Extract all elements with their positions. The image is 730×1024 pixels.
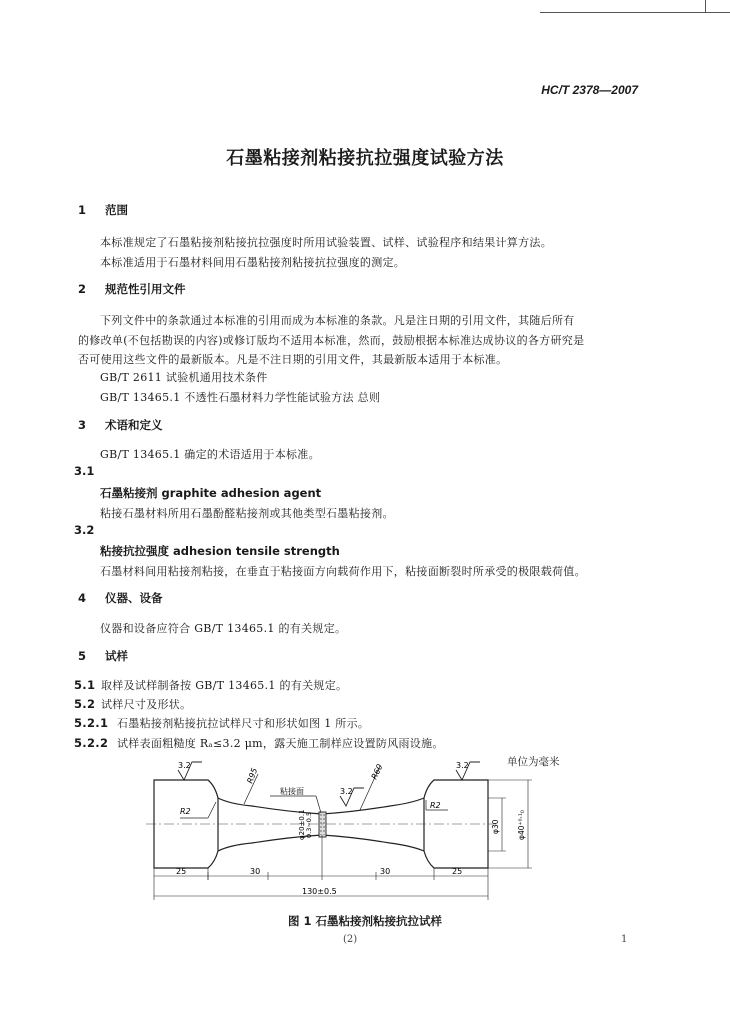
roughness-right-label: 3.2 bbox=[456, 761, 469, 770]
dim-30-right: 30 bbox=[380, 867, 391, 876]
clause-5-2-2: 5.2.2 试样表面粗糙度 Rₐ≤3.2 μm，露天施工制样应设置防风雨设施。 bbox=[74, 736, 444, 750]
section-2-para-line-1: 下列文件中的条款通过本标准的引用而成为本标准的条款。凡是注日期的引用文件，其随后所有 bbox=[100, 314, 575, 327]
clause-5-2-1: 5.2.1 石墨粘接剂粘接抗拉试样尺寸和形状如图 1 所示。 bbox=[74, 716, 370, 730]
clause-5-1: 5.1 取样及试样制备按 GB/T 13465.1 的有关规定。 bbox=[74, 678, 348, 692]
figure-caption: 图 1 石墨粘接剂粘接抗拉试样 bbox=[287, 914, 442, 928]
section-3-heading: 3 术语和定义 bbox=[78, 418, 163, 432]
reference-gb-t-2611: GB/T 2611 试验机通用技术条件 bbox=[100, 371, 268, 384]
shoulder-diameter-label: φ30 bbox=[491, 819, 500, 834]
section-1-heading: 1 范围 bbox=[78, 203, 128, 217]
top-rule-tick bbox=[705, 0, 706, 12]
page-title: 石墨粘接剂粘接抗拉强度试验方法 bbox=[226, 148, 504, 169]
clause-3-2-number: 3.2 bbox=[74, 523, 95, 537]
term-3-1: 石墨粘接剂 graphite adhesion agent bbox=[100, 486, 322, 500]
figure-unit-label: 单位为毫米 bbox=[507, 756, 560, 768]
neck-diameter-label: φ20±0.1 bbox=[298, 809, 306, 840]
definition-3-2: 石墨材料间用粘接剂粘接，在垂直于粘接面方向载荷作用下，粘接面断裂时所承受的极限载荷值。 bbox=[100, 565, 586, 578]
section-4-para: 仪器和设备应符合 GB/T 13465.1 的有关规定。 bbox=[100, 622, 347, 635]
section-1-para-1: 本标准规定了石墨粘接剂粘接抗拉强度时所用试验装置、试样、试验程序和结果计算方法。 bbox=[100, 236, 552, 249]
term-3-2: 粘接抗拉强度 adhesion tensile strength bbox=[100, 544, 340, 558]
clause-5-2: 5.2 试样尺寸及形状。 bbox=[74, 697, 192, 711]
footer-center-mark: (2) bbox=[343, 934, 358, 945]
section-5-heading: 5 试样 bbox=[78, 649, 128, 663]
top-rule bbox=[540, 12, 730, 13]
definition-3-1: 粘接石墨材料所用石墨酚醛粘接剂或其他类型石墨粘接剂。 bbox=[100, 507, 394, 520]
dim-30-left: 30 bbox=[250, 867, 261, 876]
radius-r2-right-label: R2 bbox=[430, 801, 441, 810]
roughness-left-label: 3.2 bbox=[178, 761, 191, 770]
bond-gap-label: 0.3~0.5 bbox=[305, 811, 313, 838]
standard-number: HC/T 2378—2007 bbox=[541, 83, 638, 97]
section-2-heading: 2 规范性引用文件 bbox=[78, 282, 186, 296]
specimen-drawing bbox=[140, 756, 560, 906]
dim-25-left: 25 bbox=[176, 867, 187, 876]
section-2-para-line-3: 否可使用这些文件的最新版本。凡是不注日期的引用文件，其最新版本适用于本标准。 bbox=[78, 353, 508, 366]
dim-total: 130±0.5 bbox=[302, 887, 337, 896]
section-3-para: GB/T 13465.1 确定的术语适用于本标准。 bbox=[100, 448, 320, 461]
bond-face-label: 粘接面 bbox=[280, 787, 304, 796]
bond-layer bbox=[319, 812, 326, 837]
roughness-mid-label: 3.2 bbox=[340, 787, 353, 796]
section-2-para-line-2: 的修改单(不包括勘误的内容)或修订版均不适用本标准，然而，鼓励根据本标准达成协议的各方研究是 bbox=[78, 334, 585, 347]
radius-r95-label: R95 bbox=[245, 766, 260, 785]
radius-r60-label: R60 bbox=[369, 762, 385, 781]
clause-3-1-number: 3.1 bbox=[74, 464, 95, 478]
dim-25-right: 25 bbox=[452, 867, 463, 876]
radius-r2-left-label: R2 bbox=[180, 807, 191, 816]
section-4-heading: 4 仪器、设备 bbox=[78, 591, 163, 605]
reference-gb-t-13465: GB/T 13465.1 不透性石墨材料力学性能试验方法 总则 bbox=[100, 391, 381, 404]
section-1-para-2: 本标准适用于石墨材料间用石墨粘接剂粘接抗拉强度的测定。 bbox=[100, 256, 406, 269]
end-diameter-label: φ40⁺⁰·¹₀ bbox=[517, 810, 526, 840]
page-number: 1 bbox=[621, 934, 628, 945]
